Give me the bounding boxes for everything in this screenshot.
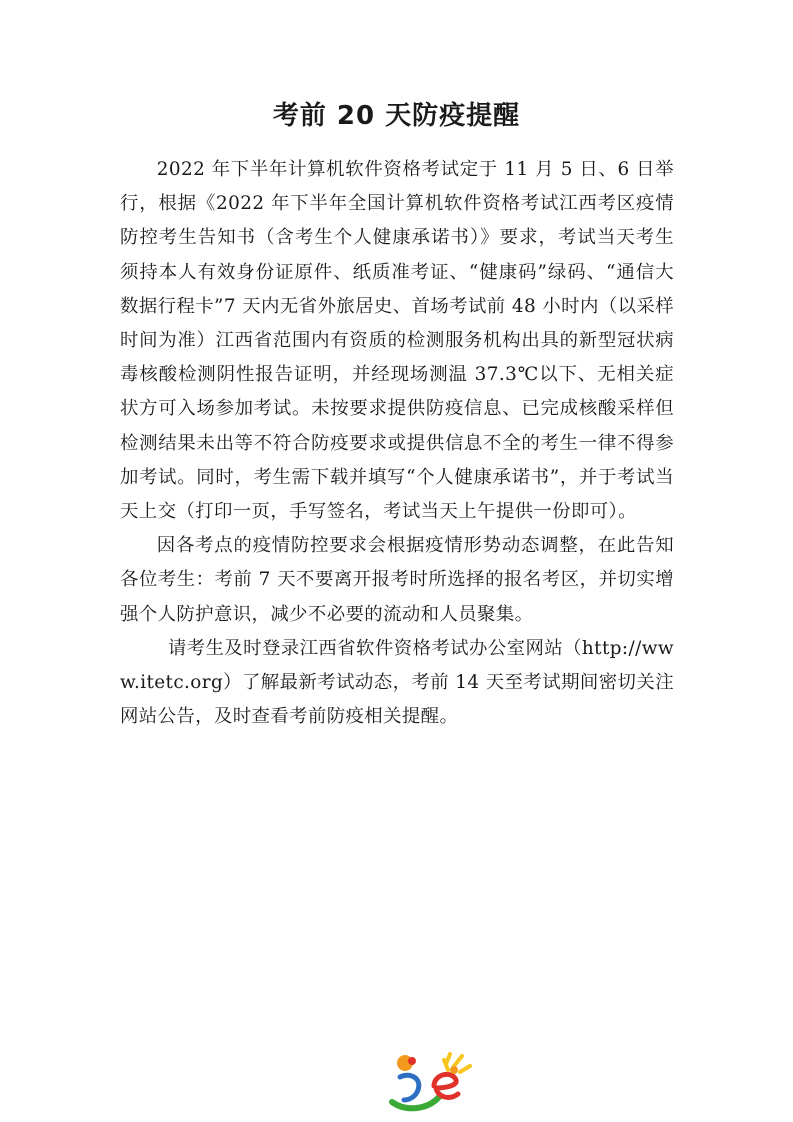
paragraph-website-notice: 请考生及时登录江西省软件资格考试办公室网站（http://www.itetc.org）了解最新考试动态，考前 14 天至考试期间密切关注网站公告，及时查看考前防疫相关提醒。: [120, 637, 674, 728]
logo-green-swoosh: [392, 1096, 440, 1108]
logo-e-shape: [434, 1074, 458, 1097]
paragraph-travel-advice: 因各考点的疫情防控要求会根据疫情形势动态调整，在此告知各位考生：考前 7 天不要离开报考时所选择的报名考区，并切实增强个人防护意识，减少不必要的流动和人员聚集。: [120, 535, 674, 625]
logo-yellow-center: [450, 1066, 458, 1074]
jx-logo-icon: [388, 1050, 474, 1112]
logo-blue-arc: [400, 1075, 419, 1100]
logo-red-dot: [408, 1057, 416, 1065]
document-body: [120, 153, 674, 734]
page-title: 考前 20 天防疫提醒: [272, 101, 521, 131]
paragraph-exam-requirements: 2022 年下半年计算机软件资格考试定于 11 月 5 日、6 日举行，根据《2022 年下半年全国计算机软件资格考试江西考区疫情防控考生告知书（含考生个人健康承诺书）》要求，考试当天考生须持本人有效身份证原件、纸质准考证、“健康码”绿码、“通信大数据行程卡”7 天内无省外旅居史、首场考试前 48 小时内（以采样时间为准）江西省范围内有资质的检测服务机构出具的新型冠状病毒核酸检测阴性报告证明，并经现场测温 37.3℃以下、无相关症状方可入场参加考试。未按要求提供防疫信息、已完成核酸采样但检测结果未出等不符合防疫要求或提供信息不全的考生一律不得参加考试。同时，考生需下载并填写“个人健康承诺书”，并于考试当天上交（打印一页，手写签名，考试当天上午提供一份即可）。: [120, 159, 674, 523]
